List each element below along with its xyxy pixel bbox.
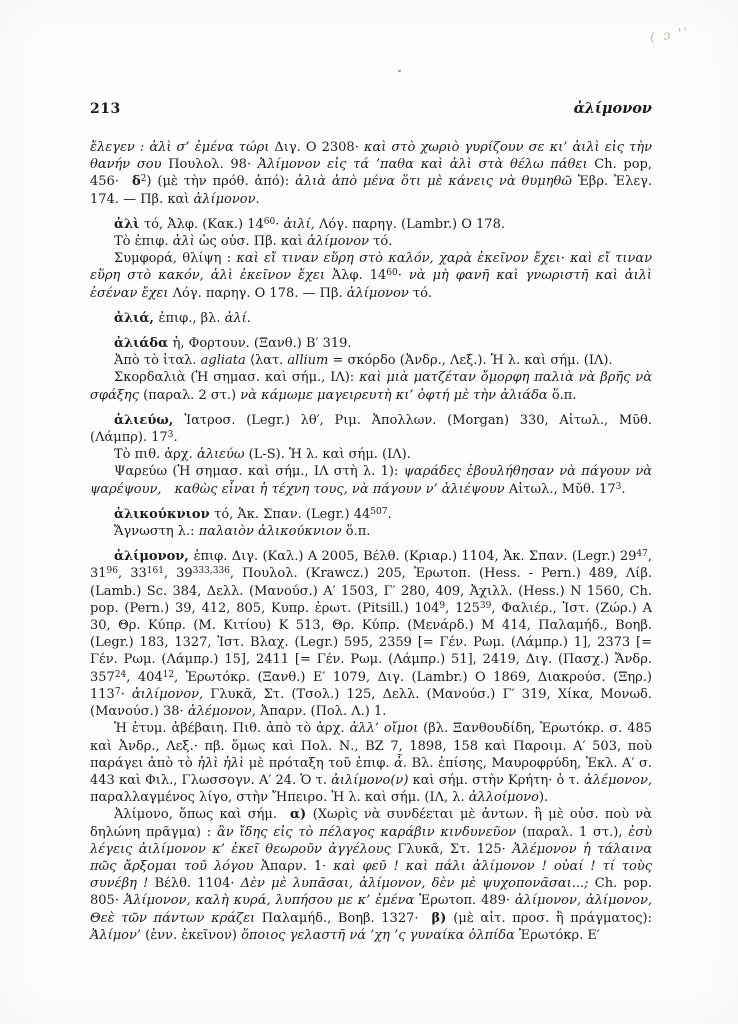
entry-alikouknion: ἁλικούκνιον τό, Ἀκ. Σπαν. (Legr.) $44^{507}$. <box>114 506 392 522</box>
note-agnosti: Ἄγνωστη λ.: παλαιὸν ἀλικούκνιον ὅ.π. <box>114 524 371 540</box>
text-body <box>90 139 652 944</box>
entry-alimonon: ἀλίμονον, ἐπιφ. Διγ. (Καλ.) Α 2005, Βέλθ. (Κριαρ.) 1104, Ἀκ. Σπαν. (Legr.) $29^{47}$, $31^{96}$, $33^{161}$, 39$^{333,336}$, Πουλολ. (Krawcz.) 205, Ἐρωτοπ. (Hess. - Pern.) 489, Λίβ. (Lamb.) Sc. 384, Δελλ. (Μανούσ.) Α′ 1503, Γ′ 280, 409, Ἀχιλλ. (Hess.) N 1560, Ch. pop. (Pern.) 39, 412, 805, Κυπρ. ἐρωτ. (Pitsill.) $104^9$, $125^{39}$, Φαλιέρ., Ἱστ. (Ζώρ.) Α 30, Θρ. Κύπρ. (Μ. Κιτίου) Κ 513, Θρ. Κύπρ. (Μενάρδ.) Μ 414, Παλαμήδ., Βοηβ. (Legr.) 183, 1327, Ἱστ. Βλαχ. (Legr.) 595, 2359 [= Γέν. Ρωμ. (Λάμπρ.) 1], 2373 [= Γέν. Ρωμ. (Λάμπρ.) 15], 2411 [= Γέν. Ρωμ. (Λάμπρ.) 51], 2419, Διγ. (Πασχ.) Ἄνδρ. $357^{24}$, $404^{12}$, Ἐρωτόκρ. (Ξανθ.) Ε′ 1079, Διγ. (Lambr.) Ο 1869, Διακρούσ. (Ξηρ.) $113^7\cdot$ ἀιλίμονον, Γλυκᾶ, Στ. (Τσολ.) 125, Δελλ. (Μανούσ.) Γ′ 319, Χίκα, Μονωδ. (Μανούσ.) 38· ἀλέμονον, Ἀπαρν. (Πολ. Λ.) 1. <box>90 549 653 720</box>
note-ali-epif: Τὸ ἐπιφ. ἀλὶ ὡς οὐσ. Πβ. καὶ ἀλίμονον τό. <box>114 234 393 250</box>
entry-ali: ἀλὶ τό, Ἀλφ. (Κακ.) $14^{60}\cdot$ ἀιλί, Λόγ. παρηγ. (Lambr.) Ο 178. <box>114 216 505 232</box>
scan-speck <box>398 70 401 72</box>
entry-alievo: ἁλιεύω, Ἰατροσ. (Legr.) λθ′, Ριμ. Ἀπολλων. (Morgan) 330, Αἰτωλ., Μῦθ. (Λάμπρ). $17^3$. <box>90 412 653 446</box>
para-continuation-alimono: ἔλεγεν : ἀλὶ σ’ ἐμένα τώρι Διγ. Ο 2308· καὶ στὸ χωριὸ γυρίζουν σε κι’ ἀιλὶ εἰς τὴν θανήν σου Πουλολ. 98· Ἀλίμονον εἰς τά ’παθα καὶ ἀλὶ στὰ θέλω πάθει Ch. pop, 456· $\delta^2$) (μὲ τὴν πρόθ. ἀπό): ἀλιὰ ἀπὸ μένα ὅτι μὲ κάνεις νὰ θυμηθῶ Ἑβρ. Ἐλεγ. 174. — Πβ. καὶ ἀλίμονον. <box>90 140 653 207</box>
page-content <box>90 100 652 944</box>
etym-alimonon: Ἡ ἐτυμ. ἀβέβαιη. Πιθ. ἀπὸ τὸ ἀρχ. ἀλλ’ οἴμοι (βλ. Ξανθουδίδη, Ἐρωτόκρ. σ. 485 καὶ Ἀνδρ., Λεξ.· πβ. ὅμως καὶ Πολ. Ν., ΒΖ 7, 1898, 158 καὶ Παροιμ. Α′ 503, ποὺ παράγει ἀπὸ τὸ ἠλὶ ἠλὶ μὲ πρόταξη τοῦ ἐπιφ. ἆ. Βλ. ἐπίσης, Μαυροφρύδη, Ἐκλ. Α′ σ. 443 καὶ Φιλ., Γλωσσογν. Α′ 24. Ὁ τ. ἀιλίμονο(ν) καὶ σήμ. στὴν Κρήτη· ὁ τ. ἀλέμονον, παραλλαγμένος λίγο, στὴν Ἤπειρο. Ἡ λ. καὶ σήμ. (ΙΛ, λ. ἀλλοίμονο). <box>90 721 653 806</box>
etym-alievo: Τὸ πιθ. ἀρχ. ἁλιεύω (L-S). Ἡ λ. καὶ σήμ. (ΙΛ). <box>114 447 411 463</box>
sense-psarevo: Ψαρεύω (Ἡ σημασ. καὶ σήμ., ΙΛ στὴ λ. 1): ψαράδες ἐβουλήθησαν νὰ πάγουν νὰ ψαρέψουν, καθὼς εἶναι ἡ τέχνη τους, νὰ πάγουν ν’ ἁλιέψουν Αἰτωλ., Μῦθ. $17^3$. <box>90 464 653 497</box>
etym-aliada: Ἀπὸ τὸ ἰταλ. agliata ⟨λατ. allium = σκόρδο (Ἀνδρ., Λεξ.). Ἡ λ. καὶ σήμ. (ΙΛ). <box>114 353 613 369</box>
entry-aliada: ἀλιάδα ἡ, Φορτουν. (Ξανθ.) Β′ 319. <box>114 336 352 352</box>
entry-alia: ἀλιά, ἐπιφ., βλ. ἀλί. <box>114 310 251 326</box>
sense-symfora: Συμφορά, θλίψη : καὶ εἴ τιναν εὕρη στὸ καλόν, χαρὰ ἐκεῖνον ἔχει· καὶ εἴ τιναν εὕρη στὸ κακόν, ἀλὶ ἐκεῖνον ἔχει Ἀλφ. $14^{60}\cdot$ νὰ μὴ φανῆ καὶ γνωριστῆ καὶ ἀιλὶ ἐσέναν ἔχει Λόγ. παρηγ. Ο 178. — Πβ. ἀλίμονον τό. <box>90 251 653 301</box>
sense-skordalia: Σκορδαλιὰ (Ἡ σημασ. καὶ σήμ., ΙΛ): καὶ μιὰ ματζέταν ὄμορφη παλιὰ νὰ βρῆς νὰ σφάξης (παραλ. 2 στ.) νὰ κάμωμε μαγειρευτὴ κι’ ὀφτή μὲ τὴν ἀλιάδα ὅ.π. <box>90 370 652 403</box>
handwritten-pencil-mark: ( ɔ '' <box>649 25 691 46</box>
page-header <box>90 100 652 117</box>
sense-alimono: Ἀλίμονο, ὅπως καὶ σήμ. α) (Χωρὶς νὰ συνδέεται μὲ ἀντων. ἢ μὲ οὐσ. ποὺ νὰ δηλώνη πρᾶγμα) : ἂν ἴδης εἰς τὸ πέλαγος καράβιν κινδυνεῦον (παραλ. 1 στ.), ἐσὺ λέγεις ἀιλίμονον κ’ ἐκεῖ θεωροῦν ἀγγέλους Γλυκᾶ, Στ. 125· Ἀλέμονον ἡ τάλαινα πῶς ἄρξομαι τοῦ λόγου Ἀπαρν. 1· καὶ φεῦ ! καὶ πάλι ἀλίμονον ! οὐαί ! τί τοὺς συνέβη ! Βέλθ. 1104· Δὲν μὲ λυπᾶσαι, ἀλίμονον, δὲν μὲ ψυχοπονᾶσαι...; Ch. pop. 805· Ἀλίμονον, καλὴ κυρά, λυπήσου με κ’ ἐμένα Ἐρωτοπ. 489· ἀλίμονον, ἀλίμονον, Θεὲ τῶν πάντων κράζει Παλαμήδ., Βοηβ. 1327· β) (μὲ αἰτ. προσ. ἢ πράγματος): Ἀλίμον’ (ἐνν. ἐκεῖνον) ὅποιος γελαστῆ νά ’χη ’ς γυναίκα ὀλπίδα Ἐρωτόκρ. Ε′ <box>90 807 653 943</box>
page-number: 213 <box>90 101 121 117</box>
running-head-word: ἀλίμονον <box>573 100 652 117</box>
